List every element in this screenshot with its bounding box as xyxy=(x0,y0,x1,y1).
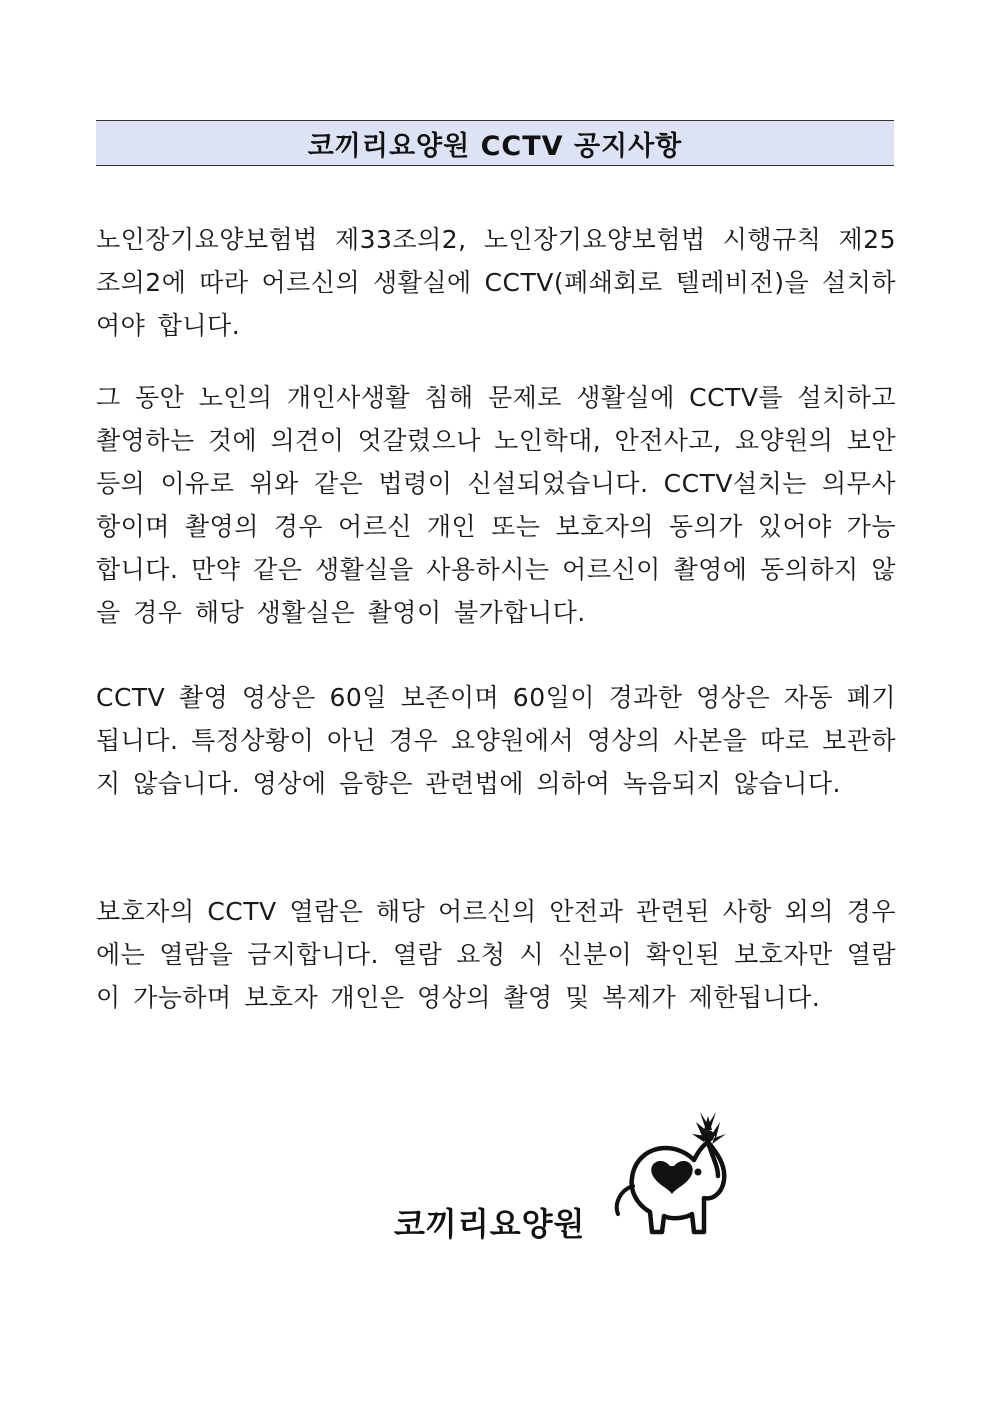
paragraph-background: 그 동안 노인의 개인사생활 침해 문제로 생활실에 CCTV를 설치하고 촬영하는 것에 의견이 엇갈렸으나 노인학대, 안전사고, 요양원의 보안 등의 이유로 위와 같은 법령이 신설되었습니다. CCTV설치는 의무사항이며 촬영의 경우 어르신 개인 또는 보호자의 동의가 있어야 가능합니다. 만약 같은 생활실을 사용하시는 어르신이 촬영에 동의하지 않을 경우 해당 생활실은 촬영이 불가합니다. xyxy=(96,383,896,627)
organization-name: 코끼리요양원 xyxy=(394,1205,586,1243)
title-banner xyxy=(96,120,894,166)
elephant-icon xyxy=(608,1108,750,1240)
paragraph-retention: CCTV 촬영 영상은 60일 보존이며 60일이 경과한 영상은 자동 폐기 됩니다. 특정상황이 아닌 경우 요양원에서 영상의 사본을 따로 보관하지 않습니다. 영상에 음향은 관련법에 의하여 녹음되지 않습니다. xyxy=(96,683,896,798)
page-title: 코끼리요양원 CCTV 공지사항 xyxy=(307,130,683,162)
paragraph-viewing-policy: 보호자의 CCTV 열람은 해당 어르신의 안전과 관련된 사항 외의 경우에는 열람을 금지합니다. 열람 요청 시 신분이 확인된 보호자만 열람이 가능하며 보호자 개인은 영상의 촬영 및 복제가 제한됩니다. xyxy=(96,897,896,1012)
paragraph-legal-basis: 노인장기요양보험법 제33조의2, 노인장기요양보험법 시행규칙 제25조의2에 따라 어르신의 생활실에 CCTV(폐쇄회로 텔레비전)을 설치하여야 합니다. xyxy=(96,225,896,340)
